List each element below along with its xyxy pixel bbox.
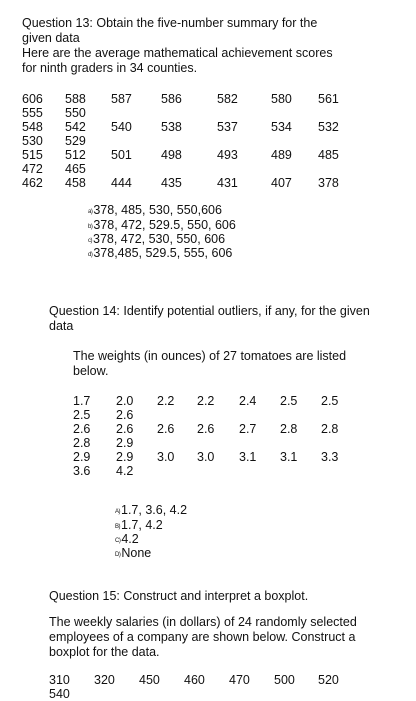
q13-cell: 534	[271, 120, 292, 134]
option-marker: C)	[115, 538, 121, 544]
option-marker: A)	[115, 509, 120, 515]
option-marker: D)	[115, 552, 121, 558]
q15-title: Question 15: Construct and interpret a boxplot.	[49, 589, 309, 603]
option-text: 378,485, 529.5, 555, 606	[93, 246, 233, 260]
q14-option-b[interactable]	[115, 518, 163, 532]
q13-title: Question 13: Obtain the five-number summary for the	[22, 16, 318, 30]
q13-cell: 606	[22, 92, 43, 106]
q13-cell: 472	[22, 162, 43, 176]
q14-intro-line1: The weights (in ounces) of 27 tomatoes are listed	[73, 349, 347, 363]
option-marker: B)	[115, 524, 120, 530]
q13-cell: 529	[65, 134, 86, 148]
q13-cell: 462	[22, 176, 43, 190]
q13-cell: 537	[217, 120, 238, 134]
q13-cell: 515	[22, 148, 43, 162]
q13-cell: 498	[161, 148, 182, 162]
q14-title-cont: data	[49, 319, 74, 333]
q14-cell: 3.6	[73, 464, 91, 478]
q14-cell: 2.8	[73, 436, 91, 450]
q13-cell: 587	[111, 92, 132, 106]
q15-cell: 540	[49, 687, 70, 701]
q13-cell: 512	[65, 148, 86, 162]
q14-cell: 2.6	[116, 408, 134, 422]
q14-cell: 2.5	[321, 394, 339, 408]
q13-cell: 530	[22, 134, 43, 148]
option-text: 378, 472, 529.5, 550, 606	[93, 218, 236, 232]
q13-cell: 465	[65, 162, 86, 176]
q13-cell: 548	[22, 120, 43, 134]
q13-cell: 540	[111, 120, 132, 134]
q14-cell: 2.6	[157, 422, 175, 436]
q14-cell: 2.8	[280, 422, 298, 436]
q13-cell: 588	[65, 92, 86, 106]
q14-cell: 2.9	[116, 436, 134, 450]
q13-cell: 501	[111, 148, 132, 162]
q14-cell: 2.7	[239, 422, 257, 436]
option-marker: c)	[88, 238, 92, 244]
q14-cell: 2.8	[321, 422, 339, 436]
q13-cell: 435	[161, 176, 182, 190]
q13-cell: 458	[65, 176, 86, 190]
q14-cell: 2.2	[197, 394, 215, 408]
q13-cell: 561	[318, 92, 339, 106]
q13-cell: 538	[161, 120, 182, 134]
q13-cell: 378	[318, 176, 339, 190]
q14-option-d[interactable]	[115, 546, 151, 560]
q13-cell: 485	[318, 148, 339, 162]
q13-title-cont: given data	[22, 31, 80, 45]
q13-cell: 555	[22, 106, 43, 120]
q15-intro-line3: boxplot for the data.	[49, 645, 160, 659]
q15-cell: 310	[49, 673, 70, 687]
q14-cell: 3.1	[280, 450, 298, 464]
q13-intro-line2: for ninth graders in 34 counties.	[22, 61, 198, 75]
q14-title: Question 14: Identify potential outliers, if any, for the given	[49, 304, 370, 318]
q14-cell: 3.3	[321, 450, 339, 464]
q14-cell: 2.2	[157, 394, 175, 408]
q13-option-b[interactable]	[88, 218, 236, 232]
q13-cell: 550	[65, 106, 86, 120]
q13-cell: 582	[217, 92, 238, 106]
q13-cell: 532	[318, 120, 339, 134]
option-text: 378, 472, 530, 550, 606	[93, 232, 226, 246]
q15-cell: 500	[274, 673, 295, 687]
q14-cell: 2.4	[239, 394, 257, 408]
q15-cell: 520	[318, 673, 339, 687]
option-marker: b)	[88, 224, 93, 230]
q13-cell: 542	[65, 120, 86, 134]
q13-cell: 407	[271, 176, 292, 190]
q14-cell: 1.7	[73, 394, 91, 408]
option-text: 1.7, 3.6, 4.2	[121, 503, 188, 517]
q14-intro-line2: below.	[73, 364, 109, 378]
q15-intro-line1: The weekly salaries (in dollars) of 24 randomly selected	[49, 615, 357, 629]
q13-option-c[interactable]	[88, 232, 225, 246]
option-text: 4.2	[121, 532, 139, 546]
option-marker: d)	[88, 252, 93, 258]
q14-cell: 3.0	[197, 450, 215, 464]
q13-intro-line1: Here are the average mathematical achievement scores	[22, 46, 333, 60]
q14-cell: 2.6	[116, 422, 134, 436]
q13-option-d[interactable]	[88, 246, 232, 260]
q13-cell: 489	[271, 148, 292, 162]
q14-cell: 3.1	[239, 450, 257, 464]
q13-cell: 493	[217, 148, 238, 162]
q13-cell: 431	[217, 176, 238, 190]
option-marker: a)	[88, 209, 93, 215]
q14-cell: 2.9	[73, 450, 91, 464]
q14-option-c[interactable]	[115, 532, 139, 546]
q14-cell: 3.0	[157, 450, 175, 464]
q14-cell: 2.5	[280, 394, 298, 408]
q15-intro-line2: employees of a company are shown below. Construct a	[49, 630, 356, 644]
q14-cell: 2.5	[73, 408, 91, 422]
q15-cell: 320	[94, 673, 115, 687]
q13-cell: 444	[111, 176, 132, 190]
q14-cell: 2.0	[116, 394, 134, 408]
q14-cell: 2.9	[116, 450, 134, 464]
option-text: 378, 485, 530, 550,606	[93, 203, 222, 217]
q14-cell: 2.6	[73, 422, 91, 436]
option-text: 1.7, 4.2	[121, 518, 163, 532]
q13-cell: 580	[271, 92, 292, 106]
q14-option-a[interactable]	[115, 503, 187, 517]
q14-cell: 4.2	[116, 464, 134, 478]
q15-cell: 450	[139, 673, 160, 687]
q13-option-a[interactable]	[88, 203, 222, 217]
option-text: None	[121, 546, 152, 560]
q13-cell: 586	[161, 92, 182, 106]
q15-cell: 460	[184, 673, 205, 687]
q15-cell: 470	[229, 673, 250, 687]
q14-cell: 2.6	[197, 422, 215, 436]
